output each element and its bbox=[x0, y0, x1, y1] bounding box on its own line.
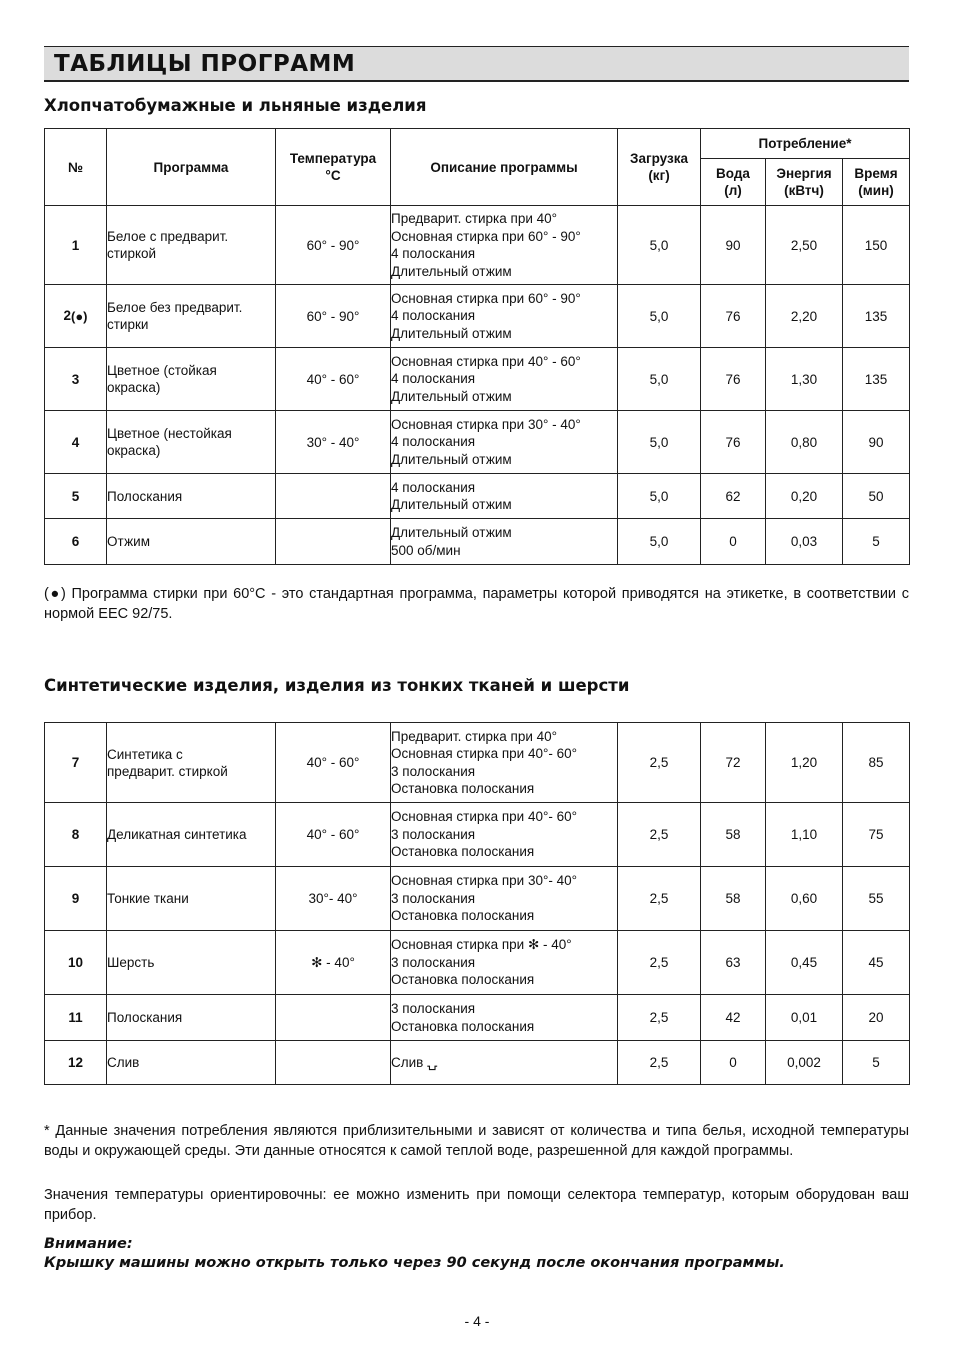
program-number: 11 bbox=[45, 995, 107, 1041]
header-consumption: Потребление* bbox=[701, 129, 910, 159]
program-temp bbox=[276, 474, 391, 519]
program-name: Синтетика с предварит. стиркой bbox=[107, 723, 276, 803]
synthetic-program-table bbox=[44, 722, 910, 1085]
program-load: 2,5 bbox=[618, 803, 701, 867]
program-number: 8 bbox=[45, 803, 107, 867]
header-energy: Энергия (кВтч) bbox=[766, 159, 843, 206]
program-number: 4 bbox=[45, 411, 107, 474]
program-desc: Основная стирка при 30° - 40° 4 полоскания Длительный отжим bbox=[391, 411, 618, 474]
program-number: 3 bbox=[45, 348, 107, 411]
program-energy: 1,30 bbox=[766, 348, 843, 411]
program-load: 5,0 bbox=[618, 348, 701, 411]
program-energy: 0,20 bbox=[766, 474, 843, 519]
program-time: 150 bbox=[843, 206, 910, 285]
table-row bbox=[45, 867, 910, 931]
program-name: Белое с предварит. стиркой bbox=[107, 206, 276, 285]
program-load: 5,0 bbox=[618, 474, 701, 519]
table-row bbox=[45, 411, 910, 474]
program-water: 90 bbox=[701, 206, 766, 285]
program-name: Цветное (стойкая окраска) bbox=[107, 348, 276, 411]
program-water: 76 bbox=[701, 411, 766, 474]
program-desc: Длительный отжим 500 об/мин bbox=[391, 519, 618, 565]
table-row bbox=[45, 1041, 910, 1085]
program-time: 135 bbox=[843, 285, 910, 348]
header-num: № bbox=[45, 129, 107, 206]
warning-title: Внимание: bbox=[44, 1236, 133, 1252]
program-name: Слив bbox=[107, 1041, 276, 1085]
program-load: 2,5 bbox=[618, 867, 701, 931]
program-time: 75 bbox=[843, 803, 910, 867]
program-desc: Основная стирка при 60° - 90° 4 полоскания Длительный отжим bbox=[391, 285, 618, 348]
program-time: 90 bbox=[843, 411, 910, 474]
program-temp: 30° - 40° bbox=[276, 411, 391, 474]
program-time: 135 bbox=[843, 348, 910, 411]
program-energy: 2,20 bbox=[766, 285, 843, 348]
program-water: 58 bbox=[701, 867, 766, 931]
program-time: 20 bbox=[843, 995, 910, 1041]
program-temp: 40° - 60° bbox=[276, 723, 391, 803]
section-title-synthetic: Синтетические изделия, изделия из тонких тканей и шерсти bbox=[44, 676, 630, 695]
consumption-note: * Данные значения потребления являются приблизительными и зависят от количества и типа белья, исходной температуры воды и окружающей среды. Эти данные относятся к самой теплой воде, разрешенной для каждой программы. bbox=[44, 1123, 909, 1159]
program-name: Шерсть bbox=[107, 931, 276, 995]
program-name: Белое без предварит. стирки bbox=[107, 285, 276, 348]
program-load: 5,0 bbox=[618, 206, 701, 285]
program-water: 0 bbox=[701, 1041, 766, 1085]
program-water: 63 bbox=[701, 931, 766, 995]
program-temp: 30°- 40° bbox=[276, 867, 391, 931]
table-row bbox=[45, 285, 910, 348]
program-desc: Основная стирка при ✻ - 40° 3 полоскания Остановка полоскания bbox=[391, 931, 618, 995]
section-title-cotton: Хлопчатобумажные и льняные изделия bbox=[44, 96, 427, 115]
program-number: 10 bbox=[45, 931, 107, 995]
program-name: Деликатная синтетика bbox=[107, 803, 276, 867]
page-number: - 4 - bbox=[464, 1313, 490, 1329]
program-time: 5 bbox=[843, 1041, 910, 1085]
warning-text: Крышку машины можно открыть только через 90 секунд после окончания программы. bbox=[44, 1255, 785, 1271]
table-row bbox=[45, 803, 910, 867]
program-load: 2,5 bbox=[618, 723, 701, 803]
program-energy: 0,002 bbox=[766, 1041, 843, 1085]
program-energy: 0,80 bbox=[766, 411, 843, 474]
program-water: 58 bbox=[701, 803, 766, 867]
program-name: Полоскания bbox=[107, 995, 276, 1041]
program-time: 45 bbox=[843, 931, 910, 995]
program-load: 2,5 bbox=[618, 931, 701, 995]
program-name: Полоскания bbox=[107, 474, 276, 519]
program-number: 1 bbox=[45, 206, 107, 285]
program-temp bbox=[276, 519, 391, 565]
header-water: Вода (л) bbox=[701, 159, 766, 206]
program-number: 9 bbox=[45, 867, 107, 931]
program-number: 7 bbox=[45, 723, 107, 803]
header-load: Загрузка (кг) bbox=[618, 129, 701, 206]
program-water: 62 bbox=[701, 474, 766, 519]
program-energy: 2,50 bbox=[766, 206, 843, 285]
program-name: Цветное (нестойкая окраска) bbox=[107, 411, 276, 474]
program-number: 2(●) bbox=[45, 285, 107, 348]
program-desc: Предварит. стирка при 40° Основная стирка при 40°- 60° 3 полоскания Остановка полоскания bbox=[391, 723, 618, 803]
program-desc: Слив ⍽ bbox=[391, 1041, 618, 1085]
program-time: 85 bbox=[843, 723, 910, 803]
program-load: 5,0 bbox=[618, 411, 701, 474]
program-time: 50 bbox=[843, 474, 910, 519]
program-temp bbox=[276, 995, 391, 1041]
program-energy: 1,10 bbox=[766, 803, 843, 867]
program-temp bbox=[276, 1041, 391, 1085]
program-name: Отжим bbox=[107, 519, 276, 565]
program-desc: Основная стирка при 30°- 40° 3 полоскания Остановка полоскания bbox=[391, 867, 618, 931]
standard-program-note: (●) Программа стирки при 60°C - это стандартная программа, параметры которой приводятся на этикетке, в соответствии с нормой EEC 92/75. bbox=[44, 586, 909, 622]
program-number: 12 bbox=[45, 1041, 107, 1085]
program-water: 0 bbox=[701, 519, 766, 565]
table-row bbox=[45, 723, 910, 803]
table-row bbox=[45, 206, 910, 285]
program-temp: 60° - 90° bbox=[276, 285, 391, 348]
program-energy: 0,60 bbox=[766, 867, 843, 931]
program-number: 6 bbox=[45, 519, 107, 565]
program-load: 2,5 bbox=[618, 995, 701, 1041]
program-desc: 3 полоскания Остановка полоскания bbox=[391, 995, 618, 1041]
program-water: 72 bbox=[701, 723, 766, 803]
table-row bbox=[45, 519, 910, 565]
page-title: ТАБЛИЦЫ ПРОГРАММ bbox=[44, 46, 909, 82]
program-desc: Основная стирка при 40° - 60° 4 полоскания Длительный отжим bbox=[391, 348, 618, 411]
header-time: Время (мин) bbox=[843, 159, 910, 206]
program-temp: ✻ - 40° bbox=[276, 931, 391, 995]
program-water: 76 bbox=[701, 348, 766, 411]
header-desc: Описание программы bbox=[391, 129, 618, 206]
program-water: 42 bbox=[701, 995, 766, 1041]
program-load: 5,0 bbox=[618, 519, 701, 565]
program-temp: 40° - 60° bbox=[276, 348, 391, 411]
standard-program-mark: (●) bbox=[71, 308, 88, 324]
program-time: 55 bbox=[843, 867, 910, 931]
table-row bbox=[45, 995, 910, 1041]
program-load: 5,0 bbox=[618, 285, 701, 348]
table-row bbox=[45, 348, 910, 411]
program-temp: 40° - 60° bbox=[276, 803, 391, 867]
program-temp: 60° - 90° bbox=[276, 206, 391, 285]
table-row bbox=[45, 931, 910, 995]
program-load: 2,5 bbox=[618, 1041, 701, 1085]
program-desc: 4 полоскания Длительный отжим bbox=[391, 474, 618, 519]
header-program: Программа bbox=[107, 129, 276, 206]
program-name: Тонкие ткани bbox=[107, 867, 276, 931]
program-energy: 0,45 bbox=[766, 931, 843, 995]
program-number: 5 bbox=[45, 474, 107, 519]
program-water: 76 bbox=[701, 285, 766, 348]
temperature-note: Значения температуры ориентировочны: ее можно изменить при помощи селектора температур, которым оборудован ваш прибор. bbox=[44, 1187, 909, 1223]
program-desc: Предварит. стирка при 40° Основная стирка при 60° - 90° 4 полоскания Длительный отжим bbox=[391, 206, 618, 285]
program-energy: 1,20 bbox=[766, 723, 843, 803]
program-desc: Основная стирка при 40°- 60° 3 полоскания Остановка полоскания bbox=[391, 803, 618, 867]
cotton-program-table bbox=[44, 128, 910, 565]
program-time: 5 bbox=[843, 519, 910, 565]
program-energy: 0,01 bbox=[766, 995, 843, 1041]
header-temp: Температура °C bbox=[276, 129, 391, 206]
program-energy: 0,03 bbox=[766, 519, 843, 565]
table-row bbox=[45, 474, 910, 519]
